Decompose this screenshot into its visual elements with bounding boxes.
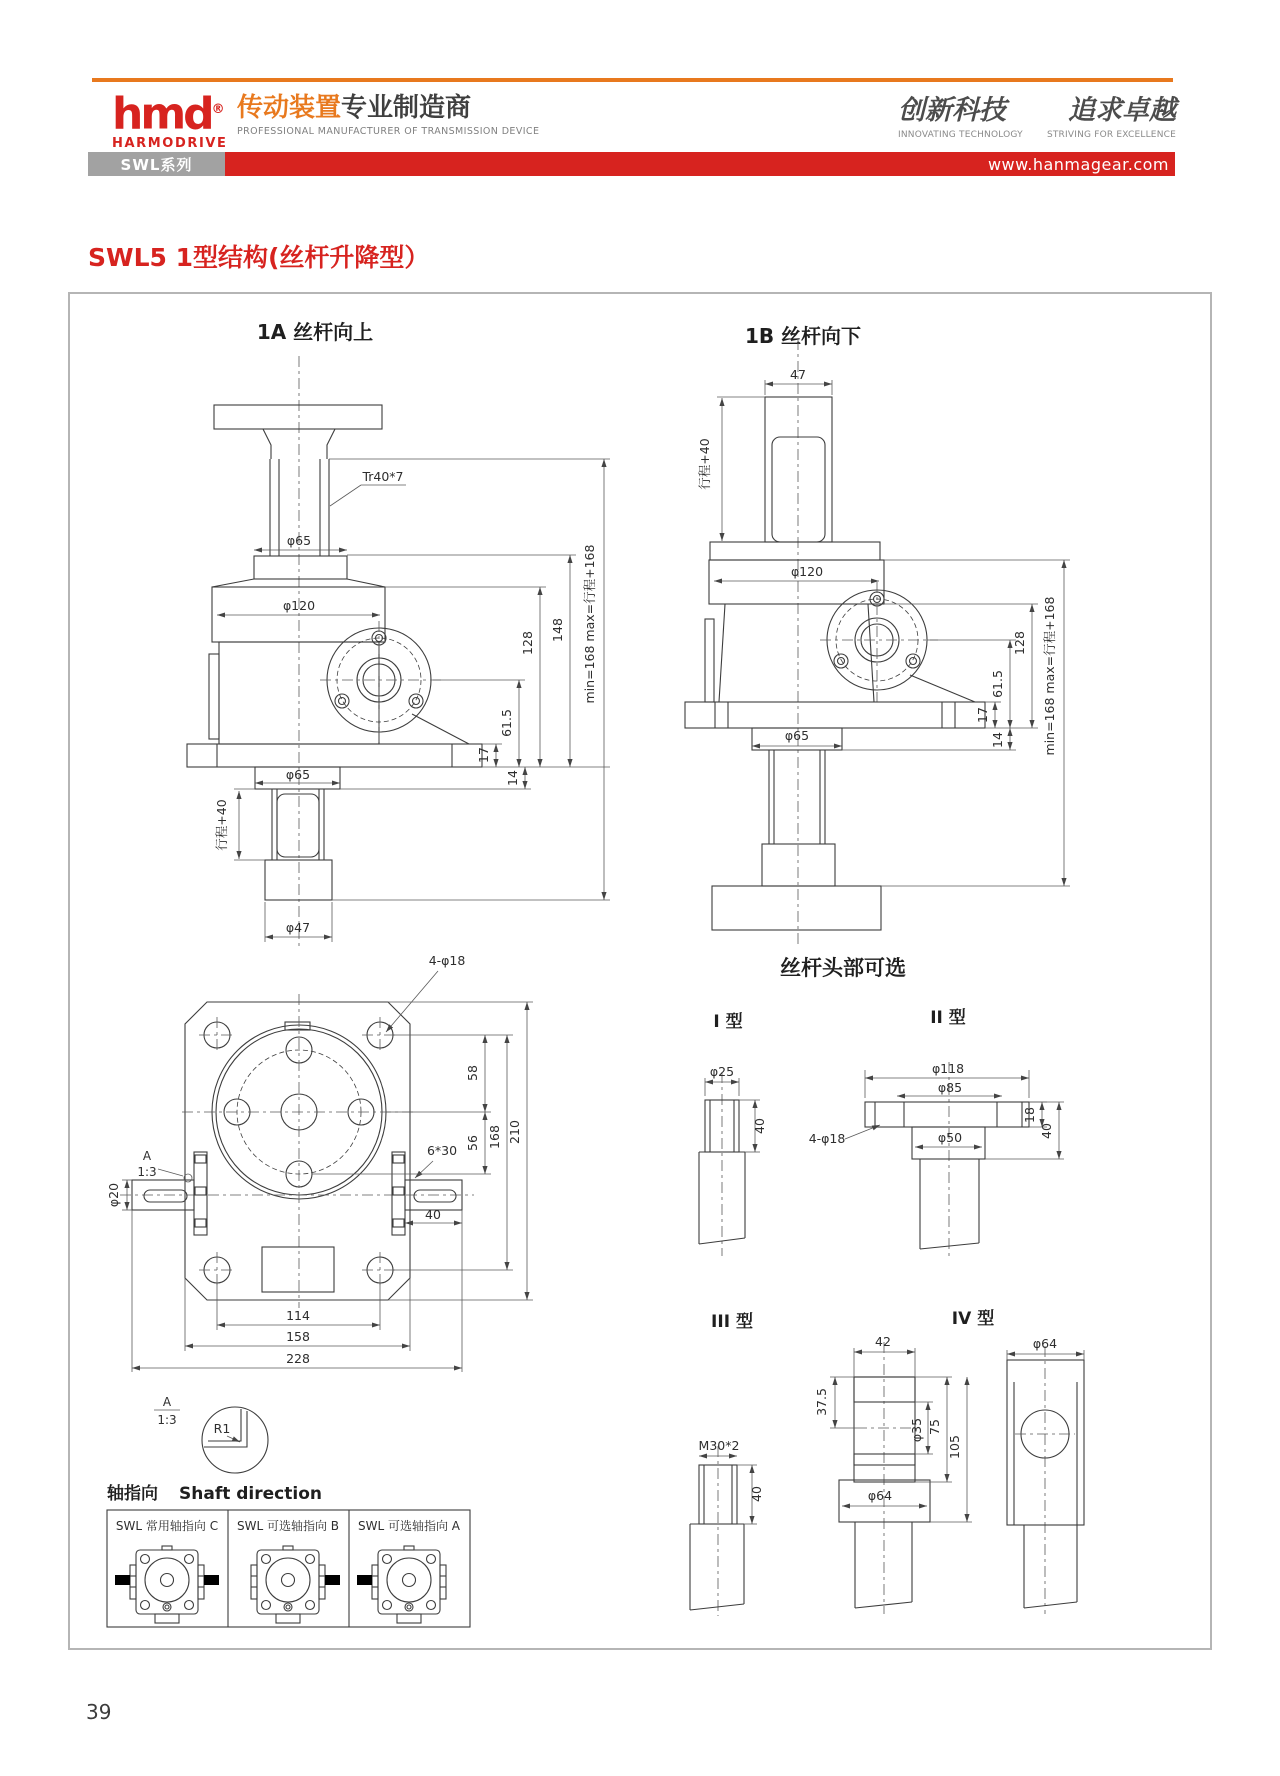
view-1a-geometry [187,356,482,946]
dim-phi47: φ47 [285,920,311,935]
dim-phi65: φ65 [784,728,810,743]
dim-228: 228 [286,1351,310,1366]
head-type-1 [699,1012,767,1256]
dim-56: 56 [465,1135,480,1151]
shaft-icon-a [357,1546,446,1623]
dim-phi65-bottom: φ65 [285,767,311,782]
screw-head-options [690,956,1084,1616]
shaft-cell-c-label: SWL 常用轴指向 C [115,1519,219,1533]
dim-18: 18 [1022,1107,1037,1123]
dim-phi50: φ50 [937,1130,963,1145]
logo-text: hmd [112,88,212,140]
dim-37-5: 37.5 [814,1388,829,1416]
dim-40: 40 [752,1118,767,1134]
view-1a [187,320,610,946]
view-1b-dimensions [697,367,1070,886]
dim-61-5: 61.5 [499,709,514,737]
detail-a-ref: A [162,1395,172,1409]
website-url[interactable]: www.hanmagear.com [987,154,1169,174]
page-title: SWL5 1型结构(丝杆升降型） [88,243,430,272]
dim-75: 75 [927,1419,942,1435]
view-1b [685,324,1070,944]
view-1b-title: 1B 丝杆向下 [744,324,862,348]
brand-logo [112,90,228,151]
dim-phi118: φ118 [931,1061,965,1076]
dim-phi20: φ20 [106,1182,121,1208]
head-type-3 [690,1312,764,1616]
dim-14: 14 [990,732,1005,748]
technical-drawing [70,294,1210,1648]
shaft-direction-title-en: Shaft direction [179,1484,322,1504]
top-view-geometry [120,994,474,1308]
dim-47: 47 [790,367,806,382]
header-orange-rule [92,78,1173,82]
shaft-direction-title-cn: 轴指向 [107,1484,158,1504]
dim-4-phi18: 4-φ18 [428,953,466,968]
slogan-en-1: INNOVATING TECHNOLOGY [898,130,1023,140]
type2-label: II 型 [930,1008,966,1028]
dim-r1: R1 [213,1421,231,1436]
tagline-cn [237,94,539,122]
series-bar [88,152,1175,176]
shaft-icon-b [251,1546,340,1623]
header-slogan [898,88,1176,140]
dim-40: 40 [425,1207,441,1222]
dim-17: 17 [476,747,491,763]
dim-40: 40 [1039,1123,1054,1139]
dim-stroke-plus-40: 行程+40 [214,799,229,851]
slogan-cn-1: 创新科技 [898,95,1006,126]
registered-mark: ® [211,102,225,117]
screw-head-title: 丝杆头部可选 [780,956,906,980]
shaft-cell-a-label: SWL 可选轴指向 A [357,1519,461,1533]
drawing-frame [68,292,1212,1650]
dim-114: 114 [286,1308,310,1323]
dim-158: 158 [286,1329,310,1344]
dim-4-phi18: 4-φ18 [808,1131,846,1146]
head-type-4 [814,1309,994,1614]
dim-keyway-6x30: 6*30 [426,1143,458,1158]
detail-a-scale: 1:3 [157,1413,177,1427]
dim-14: 14 [505,770,520,786]
dim-168: 168 [487,1125,502,1149]
dim-phi25: φ25 [709,1064,735,1079]
slogan-cn [898,88,1176,127]
detail-ref-scale: 1:3 [137,1165,157,1179]
dim-61-5: 61.5 [990,670,1005,698]
detail-a [154,1395,268,1473]
dim-105: 105 [947,1435,962,1459]
head-type-2 [809,1008,1064,1259]
dim-phi35: φ35 [909,1417,924,1443]
dim-stroke-plus-40: 行程+40 [697,438,712,490]
brand-logo-mark [112,88,228,140]
dim-128: 128 [520,631,535,655]
type1-label: I 型 [713,1012,743,1032]
dim-phi64-side: φ64 [1032,1336,1058,1351]
dim-min-max: min=168 max=行程+168 [1042,596,1057,756]
dim-min-max: min=168 max=行程+168 [582,544,597,704]
slogan-en [898,130,1176,140]
dim-128: 128 [1012,631,1027,655]
dim-phi85: φ85 [937,1080,963,1095]
dim-148: 148 [550,618,565,642]
dim-210: 210 [507,1120,522,1144]
slogan-cn-2: 追求卓越 [1068,95,1176,126]
shaft-icon-c [115,1546,219,1623]
type3-label: III 型 [711,1312,753,1332]
dim-phi64: φ64 [867,1488,893,1503]
shaft-direction [107,1483,470,1627]
dim-thread-tr40x7: Tr40*7 [362,469,404,484]
dim-42: 42 [875,1334,891,1349]
tagline-cn-dark: 专业制造商 [341,93,472,123]
dim-phi120: φ120 [282,598,316,613]
page-number: 39 [86,1700,112,1724]
series-tab: SWL系列 [88,152,225,176]
view-1b-geometry [685,339,985,944]
dim-phi65-top: φ65 [286,533,312,548]
tagline-en: PROFESSIONAL MANUFACTURER OF TRANSMISSION DEVICE [237,126,540,137]
dim-58: 58 [465,1065,480,1081]
view-1a-title: 1A 丝杆向上 [256,320,374,344]
brand-logo-name: HARMODRIVE [112,135,228,151]
dim-m30x2: M30*2 [698,1438,740,1453]
website-bar [225,152,1175,176]
dim-phi120: φ120 [790,564,824,579]
dim-40: 40 [749,1486,764,1502]
type4-label: IV 型 [951,1309,995,1329]
head-type-4-side [1007,1336,1084,1614]
tagline-cn-orange: 传动装置 [237,93,342,123]
slogan-en-2: STRIVING FOR EXCELLENCE [1046,130,1176,140]
shaft-cell-b-label: SWL 可选轴指向 B [236,1519,340,1533]
dim-17: 17 [975,707,990,723]
detail-ref-a: A [142,1149,152,1163]
top-view [106,953,533,1372]
top-view-dimensions [106,953,533,1372]
header-tagline [237,94,539,137]
